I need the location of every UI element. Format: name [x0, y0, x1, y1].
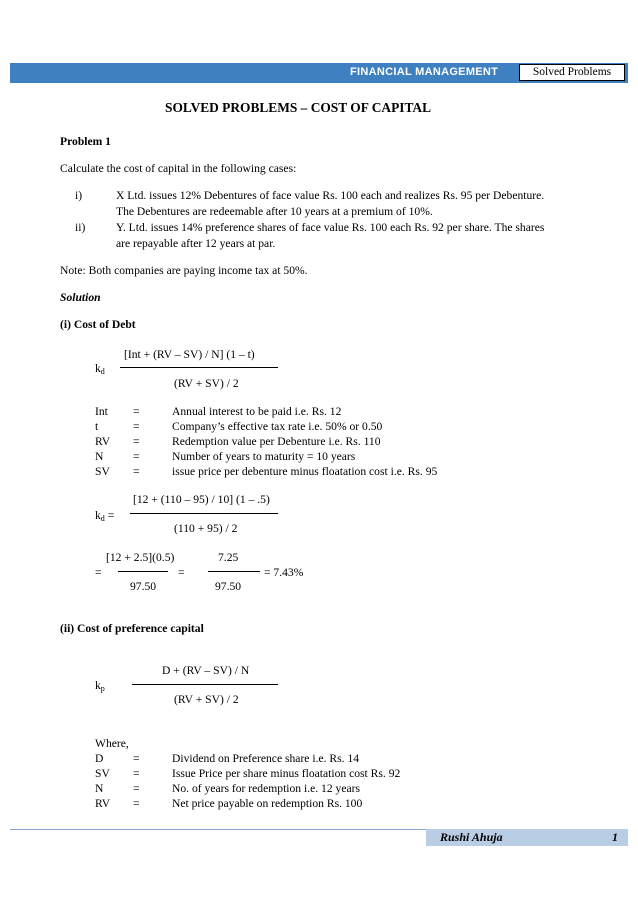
- def-desc: Redemption value per Debenture i.e. Rs. 110: [172, 435, 381, 448]
- item-text: X Ltd. issues 12% Debentures of face value Rs. 100 each and realizes Rs. 95 per Debenture.: [116, 189, 545, 202]
- def-equals: =: [133, 420, 140, 433]
- def-desc: Issue Price per share minus floatation cost Rs. 92: [172, 767, 401, 780]
- def-symbol: D: [95, 752, 104, 765]
- formula-denominator: (RV + SV) / 2: [174, 377, 239, 390]
- def-symbol: t: [95, 420, 99, 433]
- def-equals: =: [133, 767, 140, 780]
- formula-denominator: 97.50: [215, 580, 242, 593]
- formula-numerator: [12 + (110 – 95) / 10] (1 – .5): [133, 493, 270, 506]
- equals-sign: =: [178, 566, 185, 579]
- def-desc: Net price payable on redemption Rs. 100: [172, 797, 363, 810]
- item-number: ii): [75, 221, 86, 234]
- where-label: Where,: [95, 737, 129, 750]
- formula-label: $k_p$: [95, 679, 105, 693]
- def-equals: =: [133, 405, 140, 418]
- item-number: i): [75, 189, 83, 202]
- solution-heading: Solution: [60, 291, 101, 304]
- formula-numerator: [Int + (RV – SV) / N] (1 – t): [124, 348, 255, 361]
- def-symbol: SV: [95, 465, 110, 478]
- def-symbol: Int: [95, 405, 108, 418]
- note: Note: Both companies are paying income tax at 50%.: [60, 264, 308, 277]
- def-desc: No. of years for redemption i.e. 12 years: [172, 782, 361, 795]
- item-text: The Debentures are redeemable after 10 years at a premium of 10%.: [116, 205, 433, 218]
- def-symbol: N: [95, 782, 104, 795]
- def-equals: =: [133, 752, 140, 765]
- def-desc: Number of years to maturity = 10 years: [172, 450, 356, 463]
- def-symbol: N: [95, 450, 104, 463]
- def-equals: =: [133, 465, 140, 478]
- formula-denominator: (110 + 95) / 2: [174, 522, 238, 535]
- section-heading-debt: (i) Cost of Debt: [60, 318, 136, 331]
- fraction-bar: [208, 571, 260, 572]
- header-section-label: Solved Problems: [519, 64, 625, 81]
- item-text: are repayable after 12 years at par.: [116, 237, 276, 250]
- formula-result: = 7.43%: [264, 566, 304, 579]
- def-equals: =: [133, 435, 140, 448]
- fraction-bar: [132, 684, 278, 685]
- formula-label: $k_d$ =: [95, 509, 115, 523]
- footer-author: Rushi Ahuja: [440, 830, 503, 844]
- def-desc: Company’s effective tax rate i.e. 50% or 0.50: [172, 420, 383, 433]
- formula-numerator: D + (RV – SV) / N: [162, 664, 250, 677]
- def-desc: issue price per debenture minus floatation cost i.e. Rs. 95: [172, 465, 438, 478]
- def-symbol: RV: [95, 435, 111, 448]
- def-equals: =: [133, 797, 140, 810]
- problem-heading: Problem 1: [60, 135, 111, 148]
- section-heading-preference: (ii) Cost of preference capital: [60, 622, 204, 635]
- def-desc: Annual interest to be paid i.e. Rs. 12: [172, 405, 342, 418]
- def-symbol: RV: [95, 797, 111, 810]
- header-title: FINANCIAL MANAGEMENT: [350, 66, 499, 78]
- page-number: 1: [612, 830, 618, 844]
- item-text: Y. Ltd. issues 14% preference shares of face value Rs. 100 each Rs. 92 per share. The shares: [116, 221, 545, 234]
- formula-label: $k_d$: [95, 362, 105, 376]
- fraction-bar: [130, 513, 278, 514]
- def-desc: Dividend on Preference share i.e. Rs. 14: [172, 752, 360, 765]
- formula-numerator: 7.25: [218, 551, 239, 564]
- equals-sign: =: [95, 566, 102, 579]
- fraction-bar: [120, 367, 278, 368]
- fraction-bar: [118, 571, 168, 572]
- formula-denominator: (RV + SV) / 2: [174, 693, 239, 706]
- formula-denominator: 97.50: [130, 580, 157, 593]
- formula-numerator: [12 + 2.5](0.5): [106, 551, 175, 564]
- def-symbol: SV: [95, 767, 110, 780]
- page-title: SOLVED PROBLEMS – COST OF CAPITAL: [165, 100, 432, 115]
- def-equals: =: [133, 782, 140, 795]
- problem-intro: Calculate the cost of capital in the following cases:: [60, 162, 297, 175]
- def-equals: =: [133, 450, 140, 463]
